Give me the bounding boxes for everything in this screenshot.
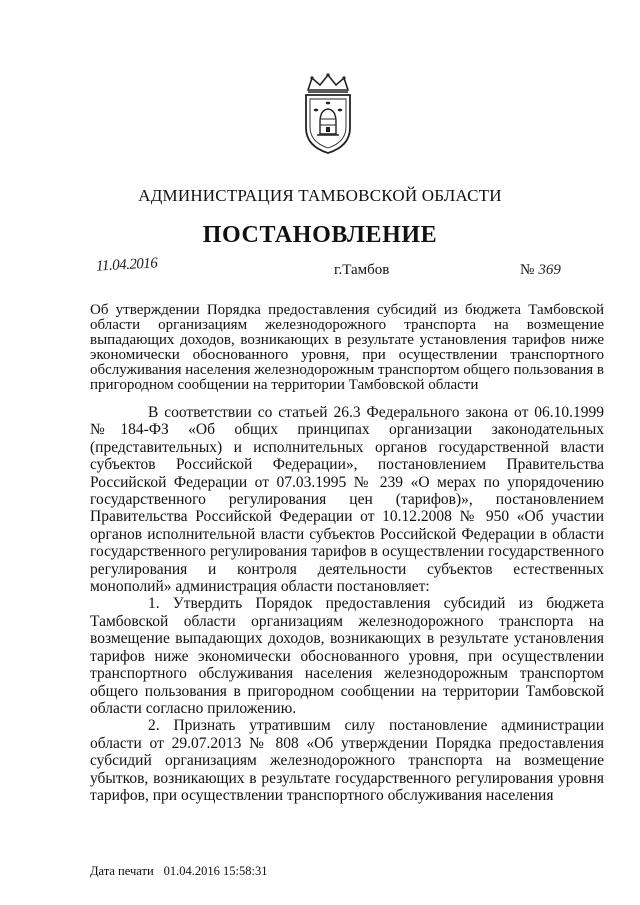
document-subject: Об утверждении Порядка предоставления субсидий из бюджета Тамбовской области организациям железнодорожного транспорта на возмещение выпадающих доходов, возникающих в результате установления тарифов ниже экономически обоснованного уровня, при осуществлении транспортного обслуживания населения железнодорожным транспортом общего пользования в пригородном сообщении на территории Тамбовской области [90, 302, 604, 393]
document-type-heading: ПОСТАНОВЛЕНИЕ [202, 222, 438, 248]
print-date-value: 01.04.2016 15:58:31 [163, 864, 268, 878]
print-date-footer [90, 864, 267, 879]
item-1-paragraph: 1. Утвердить Порядок предоставления субсидий из бюджета Тамбовской области организациям железнодорожного транспорта на возмещение выпадающих доходов, возникающих в результате установления тарифов ниже экономически обоснованного уровня, при осуществлении транспортного обслуживания населения железнодорожным транспортом общего пользования в пригородном сообщении на территории Тамбовской области согласно приложению. [90, 595, 604, 717]
print-date-label: Дата печати [90, 864, 154, 878]
number-sign: № [520, 262, 535, 278]
document-body [90, 404, 604, 804]
administration-title: АДМИНИСТРАЦИЯ ТАМБОВСКОЙ ОБЛАСТИ [138, 186, 502, 205]
handwritten-date: 11.04.2016 [95, 255, 158, 275]
document-number [520, 262, 561, 279]
city-label: г.Тамбов [334, 262, 390, 278]
tambov-coat-of-arms-icon [294, 72, 362, 156]
preamble-paragraph: В соответствии со статьей 26.3 Федерального закона от 06.10.1999 №184-ФЗ «Об общих принципах организации законодательных (представительных) и исполнительных органов государственной власти субъектов Российской Федерации», постановлением Правительства Российской Федерации от 07.03.1995 № 239 «О мерах по упорядочению государственного регулирования цен (тарифов)», постановлением Правительства Российской Федерации от 10.12.2008 № 950 «Об участии органов исполнительной власти субъектов Российской Федерации в области государственного регулирования тарифов в осуществлении государственного регулирования и контроля деятельности субъектов естественных монополий» администрация области постановляет: [90, 404, 604, 596]
item-2-paragraph: 2. Признать утратившим силу постановление администрации области от 29.07.2013 № 808 «Об утверждении Порядка предоставления субсидий организациям железнодорожного транспорта на возмещение убытков, возникающих в результате государственного регулирования уровня тарифов, при осуществлении транспортного обслуживания населения [90, 717, 604, 804]
handwritten-number: 369 [538, 262, 561, 278]
